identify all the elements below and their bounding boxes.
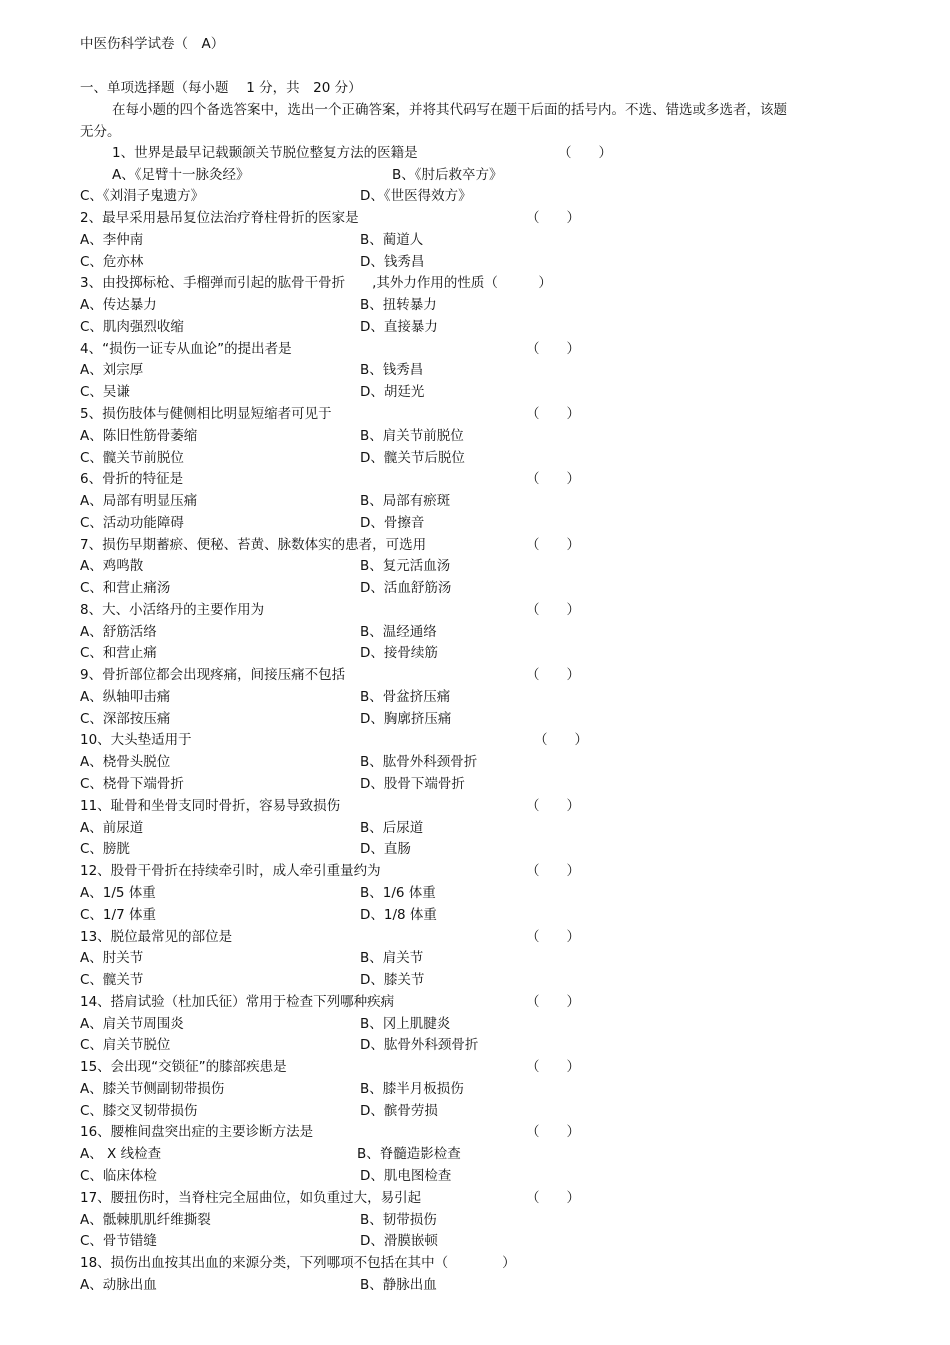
option-d: D、直接暴力 [360,319,438,335]
option-b: B、膝半月板损伤 [360,1081,464,1097]
option-d: D、《世医得效方》 [360,188,472,204]
option-c: C、髋关节 [80,972,144,988]
option-row [80,360,424,380]
option-row [80,883,436,903]
option-a: A、李仲南 [80,232,144,248]
option-row [112,165,503,185]
question-stem: 16、腰椎间盘突出症的主要诊断方法是 [80,1124,314,1140]
option-b: B、肩关节前脱位 [360,428,464,444]
question-stem: 8、大、小活络丹的主要作用为 [80,602,265,618]
option-row [80,687,451,707]
option-row [80,382,425,402]
option-b: B、肱骨外科颈骨折 [360,754,478,770]
option-row [80,448,465,468]
option-row [80,774,465,794]
option-c: C、危亦林 [80,254,144,270]
option-c: C、肌肉强烈收缩 [80,319,184,335]
question-stem: 3、由投掷标枪、手榴弹而引起的肱骨干骨折 ,其外力作用的性质（ ） [80,275,552,291]
option-a: A、1/5 体重 [80,885,156,901]
option-row [80,709,452,729]
option-row [80,818,424,838]
option-b: B、复元活血汤 [360,558,451,574]
option-row [80,970,425,990]
answer-paren: （ ） [526,863,580,879]
question-stem: 7、损伤早期蓄瘀、便秘、苔黄、脉数体实的患者，可选用 [80,537,427,553]
answer-paren: （ ） [526,667,580,683]
option-row [80,230,424,250]
option-row [80,1144,461,1164]
option-row [80,317,438,337]
option-b: B、蔺道人 [360,232,424,248]
option-b: B、肩关节 [360,950,424,966]
question-stem: 12、股骨干骨折在持续牵引时，成人牵引重量约为 [80,863,381,879]
option-d: D、肌电图检查 [360,1168,452,1184]
answer-paren: （ ） [526,471,580,487]
option-row [80,1035,479,1055]
option-a: A、肘关节 [80,950,144,966]
answer-paren: （ ） [526,1059,580,1075]
option-b: B、后尿道 [360,820,424,836]
option-c: C、膀胱 [80,841,130,857]
option-d: D、股骨下端骨折 [360,776,465,792]
option-c: C、1/7 体重 [80,907,156,923]
option-d: D、骨擦音 [360,515,425,531]
question-stem: 6、骨折的特征是 [80,471,184,487]
option-a: A、骶棘肌肌纤维撕裂 [80,1212,211,1228]
question-stem: 18、损伤出血按其出血的来源分类，下列哪项不包括在其中（ ） [80,1255,516,1271]
option-row [80,186,472,206]
option-c: C、骨节错缝 [80,1233,157,1249]
option-b: B、《肘后救卒方》 [392,167,503,183]
option-row [80,556,451,576]
option-b: B、温经通络 [360,624,437,640]
option-c: C、活动功能障碍 [80,515,184,531]
answer-paren: （ ） [526,929,580,945]
option-row [80,426,464,446]
option-a: A、纵轴叩击痛 [80,689,171,705]
option-d: D、髋关节后脱位 [360,450,465,466]
option-a: A、刘宗厚 [80,362,144,378]
answer-paren: （ ） [526,1124,580,1140]
answer-paren: （ ） [558,145,612,161]
answer-paren: （ ） [526,798,580,814]
section-heading: 一、单项选择题（每小题 1 分，共 20 分） [80,80,362,96]
option-a: A、肩关节周围炎 [80,1016,184,1032]
option-row [80,578,452,598]
option-b: B、骨盆挤压痛 [360,689,451,705]
option-a: A、《足臂十一脉灸经》 [112,167,250,183]
option-c: C、临床体检 [80,1168,157,1184]
option-a: A、桡骨头脱位 [80,754,171,770]
option-c: C、肩关节脱位 [80,1037,171,1053]
question-stem: 5、损伤肢体与健侧相比明显短缩者可见于 [80,406,332,422]
question-stem: 10、大头垫适用于 [80,732,192,748]
option-row [80,1101,438,1121]
option-row [80,752,478,772]
option-row [80,513,425,533]
option-row [80,252,425,272]
option-c: C、髋关节前脱位 [80,450,184,466]
option-row [80,839,411,859]
option-row [80,1079,464,1099]
option-c: C、和营止痛 [80,645,157,661]
answer-paren: （ ） [526,406,580,422]
answer-paren: （ ） [526,994,580,1010]
option-a: A、膝关节侧副韧带损伤 [80,1081,225,1097]
option-d: D、髌骨劳损 [360,1103,438,1119]
option-a: A、陈旧性筋骨萎缩 [80,428,198,444]
exam-title: 中医伤科学试卷（ A） [80,36,225,52]
option-row [80,1210,437,1230]
option-a: A、动脉出血 [80,1277,157,1293]
option-b: B、脊髓造影检查 [357,1146,461,1162]
answer-paren: （ ） [526,1190,580,1206]
option-a: A、舒筋活络 [80,624,157,640]
option-d: D、胡廷光 [360,384,425,400]
option-c: C、吴谦 [80,384,130,400]
option-a: A、传达暴力 [80,297,157,313]
option-row [80,295,437,315]
option-row [80,622,437,642]
question-stem: 2、最早采用悬吊复位法治疗脊柱骨折的医家是 [80,210,359,226]
question-stem: 1、世界是最早记载颞颌关节脱位整复方法的医籍是 [112,145,418,161]
option-b: B、局部有瘀斑 [360,493,451,509]
answer-paren: （ ） [534,732,588,748]
option-b: B、扭转暴力 [360,297,437,313]
answer-paren: （ ） [526,210,580,226]
option-d: D、膝关节 [360,972,425,988]
option-a: A、鸡鸣散 [80,558,144,574]
option-d: D、接骨续筋 [360,645,438,661]
option-row [80,1014,451,1034]
option-d: D、活血舒筋汤 [360,580,452,596]
option-d: D、钱秀昌 [360,254,425,270]
option-row [80,948,424,968]
option-row [80,491,451,511]
option-b: B、冈上肌腱炎 [360,1016,451,1032]
option-row [80,1166,452,1186]
answer-paren: （ ） [526,602,580,618]
option-d: D、1/8 体重 [360,907,437,923]
option-c: C、和营止痛汤 [80,580,171,596]
option-row [80,643,438,663]
option-d: D、胸廓挤压痛 [360,711,452,727]
answer-paren: （ ） [526,341,580,357]
option-a: A、前尿道 [80,820,144,836]
section-instructions: 在每小题的四个备选答案中，选出一个正确答案，并将其代码写在题干后面的括号内。不选、错选或多选者，该题无分。 [80,102,787,140]
answer-paren: （ ） [526,537,580,553]
option-a: A、局部有明显压痛 [80,493,198,509]
question-stem: 17、腰扭伤时，当脊柱完全屈曲位，如负重过大，易引起 [80,1190,422,1206]
option-d: D、肱骨外科颈骨折 [360,1037,479,1053]
question-stem: 11、耻骨和坐骨支同时骨折，容易导致损伤 [80,798,341,814]
question-stem: 9、骨折部位都会出现疼痛，间接压痛不包括 [80,667,346,683]
question-stem: 13、脱位最常见的部位是 [80,929,233,945]
option-b: B、静脉出血 [360,1277,437,1293]
option-row [80,1275,437,1295]
option-b: B、钱秀昌 [360,362,424,378]
option-c: C、深部按压痛 [80,711,171,727]
option-d: D、滑膜嵌顿 [360,1233,438,1249]
option-row [80,1231,438,1251]
option-d: D、直肠 [360,841,411,857]
question-stem: 15、会出现“交锁征”的膝部疾患是 [80,1059,287,1075]
question-stem: 4、“损伤一证专从血论”的提出者是 [80,341,292,357]
question-stem: 14、搭肩试验（杜加氏征）常用于检查下列哪种疾病 [80,994,395,1010]
option-b: B、韧带损伤 [360,1212,437,1228]
option-c: C、桡骨下端骨折 [80,776,184,792]
option-a: A、 X 线检查 [80,1146,162,1162]
option-b: B、1/6 体重 [360,885,436,901]
option-c: C、膝交叉韧带损伤 [80,1103,198,1119]
option-row [80,905,437,925]
option-c: C、《刘涓子鬼遗方》 [80,188,205,204]
